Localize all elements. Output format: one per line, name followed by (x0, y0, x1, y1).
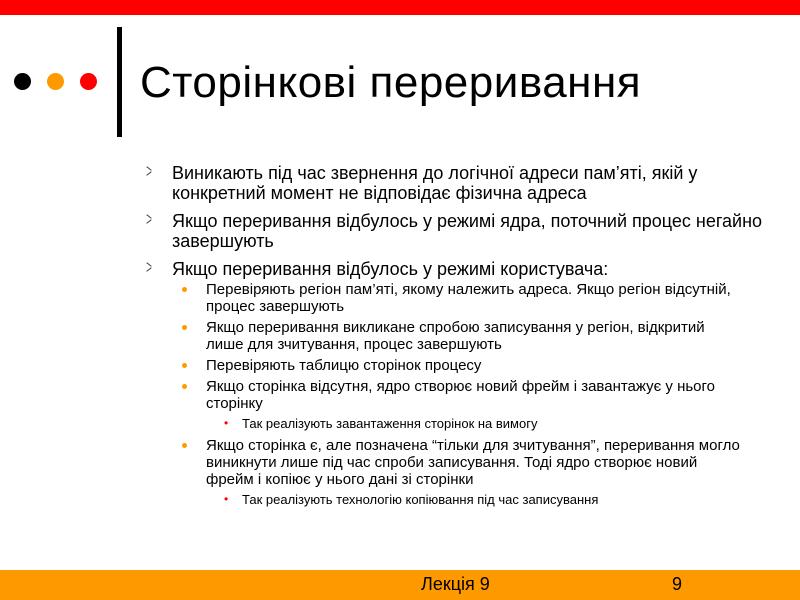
bullet-item (145, 163, 765, 203)
red-dot-icon (80, 73, 97, 90)
black-dot-icon (14, 73, 31, 90)
bullet-text: Виникають під час звернення до логічної адреси пам’яті, якій у конкретний момент не відповідає фізична адреса (172, 163, 698, 203)
slide-content (145, 163, 765, 513)
sub-bullet-text: Якщо сторінка відсутня, ядро створює новий фрейм і завантажує у нього сторінку (206, 378, 716, 412)
sub-bullet-text: Перевіряють таблицю сторінок процесу (206, 357, 482, 374)
orange-dot-icon (47, 73, 64, 90)
sub-bullet-text: Якщо сторінка є, але позначена “тільки для зчитування”, переривання могло виникнути лише під час спроби записування. Тоді ядро створює новий фрейм і копіює у нього дані зі сторінки (206, 437, 740, 488)
red-bullet-icon: • (224, 492, 229, 506)
orange-dot-bullet-icon (182, 443, 187, 448)
red-bullet-icon: • (224, 416, 229, 430)
sub-bullet-item (180, 357, 740, 374)
sub-bullet-text: Перевіряють регіон пам’яті, якому належить адреса. Якщо регіон відсутній, процес завершують (206, 281, 731, 315)
top-accent-bar (0, 0, 800, 15)
orange-dot-bullet-icon (182, 363, 187, 368)
chevron-bullet-icon (145, 166, 152, 176)
sub-sub-bullet-item (180, 492, 740, 507)
orange-dot-bullet-icon (182, 384, 187, 389)
bullet-text: Якщо переривання відбулось у режимі користувача: (172, 259, 609, 279)
sub-bullet-list (180, 281, 740, 507)
bullet-item (145, 211, 765, 251)
bullet-item (145, 259, 765, 279)
sub-sub-bullet-text: Так реалізують технологію копіювання під час записування (242, 492, 599, 507)
bullet-text: Якщо переривання відбулось у режимі ядра, поточний процес негайно завершують (172, 211, 763, 251)
footer-lecture-label: Лекція 9 (421, 574, 490, 594)
slide-title: Сторінкові переривання (140, 58, 642, 107)
sub-bullet-item (180, 437, 740, 488)
sub-sub-bullet-text: Так реалізують завантаження сторінок на вимогу (242, 416, 538, 431)
footer-page-number: 9 (672, 574, 683, 594)
sub-bullet-item (180, 378, 740, 412)
chevron-bullet-icon (145, 214, 152, 224)
sub-bullet-item (180, 319, 740, 353)
sub-sub-bullet-item (180, 416, 740, 431)
sub-bullet-item (180, 281, 740, 315)
orange-dot-bullet-icon (182, 325, 187, 330)
sub-bullet-text: Якщо переривання викликане спробою записування у регіон, відкритий лише для зчитування, процес завершують (206, 319, 705, 353)
orange-dot-bullet-icon (182, 287, 187, 292)
chevron-bullet-icon (145, 262, 152, 272)
title-divider-line (117, 27, 122, 137)
